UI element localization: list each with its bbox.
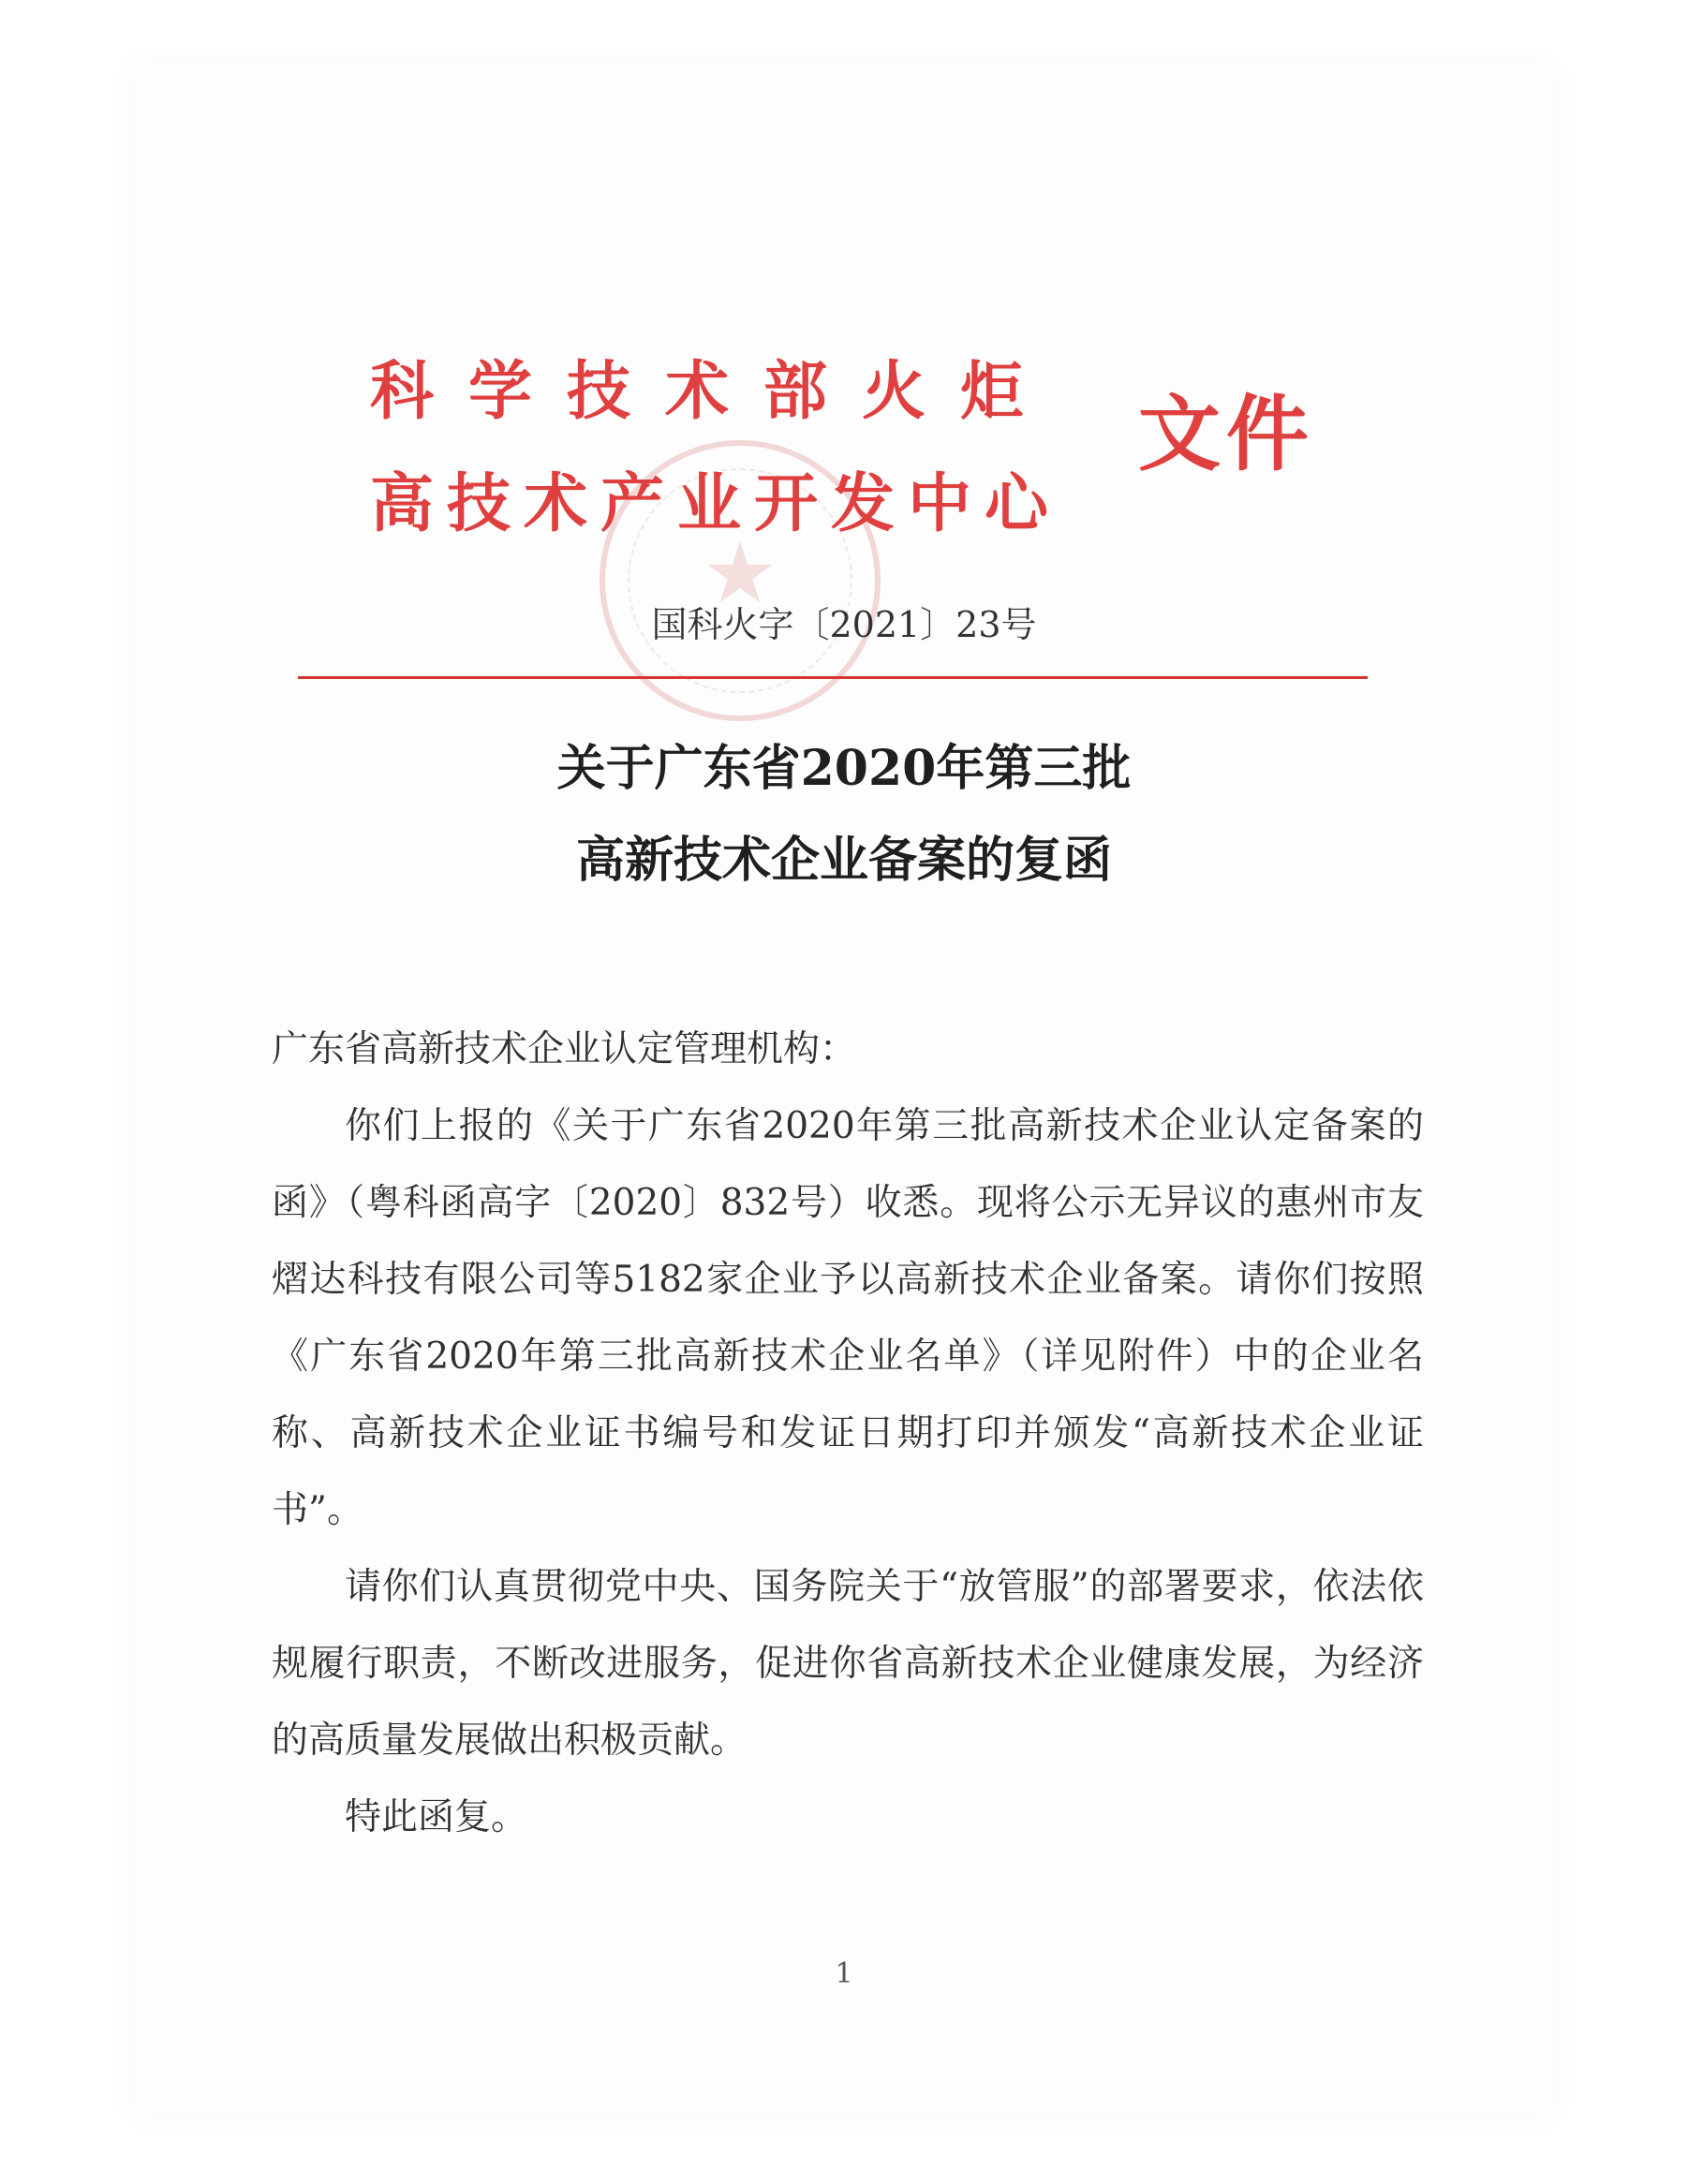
- salutation: 广东省高新技术企业认定管理机构：: [272, 1028, 857, 1070]
- red-divider-line: [298, 676, 1368, 679]
- paragraph-text: 特此函复。: [345, 1796, 528, 1838]
- closing-remark: [272, 1779, 1424, 1856]
- body-paragraph-2: [272, 1549, 1424, 1779]
- issuer-name-line-1: 科学技术部火炬: [370, 355, 1059, 429]
- issuer-name-line-2: 高技术产业开发中心: [370, 467, 1062, 541]
- paragraph-text: 请你们认真贯彻党中央、国务院关于“放管服”的部署要求，依法依规履行职责，不断改进服务，促进你省高新技术企业健康发展，为经济的高质量发展做出积极贡献。: [272, 1566, 1424, 1762]
- document-number: 国科火字〔2021〕23号: [651, 604, 1037, 645]
- page-number: 1: [835, 1957, 853, 1990]
- issuer-document-label: 文件: [1138, 386, 1315, 482]
- document-title-line-1: 关于广东省2020年第三批: [556, 740, 1132, 797]
- paragraph-text: 你们上报的《关于广东省2020年第三批高新技术企业认定备案的函》（粤科函高字〔2020〕832号）收悉。现将公示无异议的惠州市友熠达科技有限公司等5182家企业予以高新技术企业备案。请你们按照《广东省2020年第三批高新技术企业名单》（详见附件）中的企业名称、高新技术企业证书编号和发证日期打印并颁发“高新技术企业证书”。: [272, 1105, 1424, 1531]
- seal-star-icon: ★: [702, 524, 778, 623]
- document-title-line-2: 高新技术企业备案的复函: [575, 832, 1112, 889]
- body-paragraph-1: [272, 1088, 1424, 1549]
